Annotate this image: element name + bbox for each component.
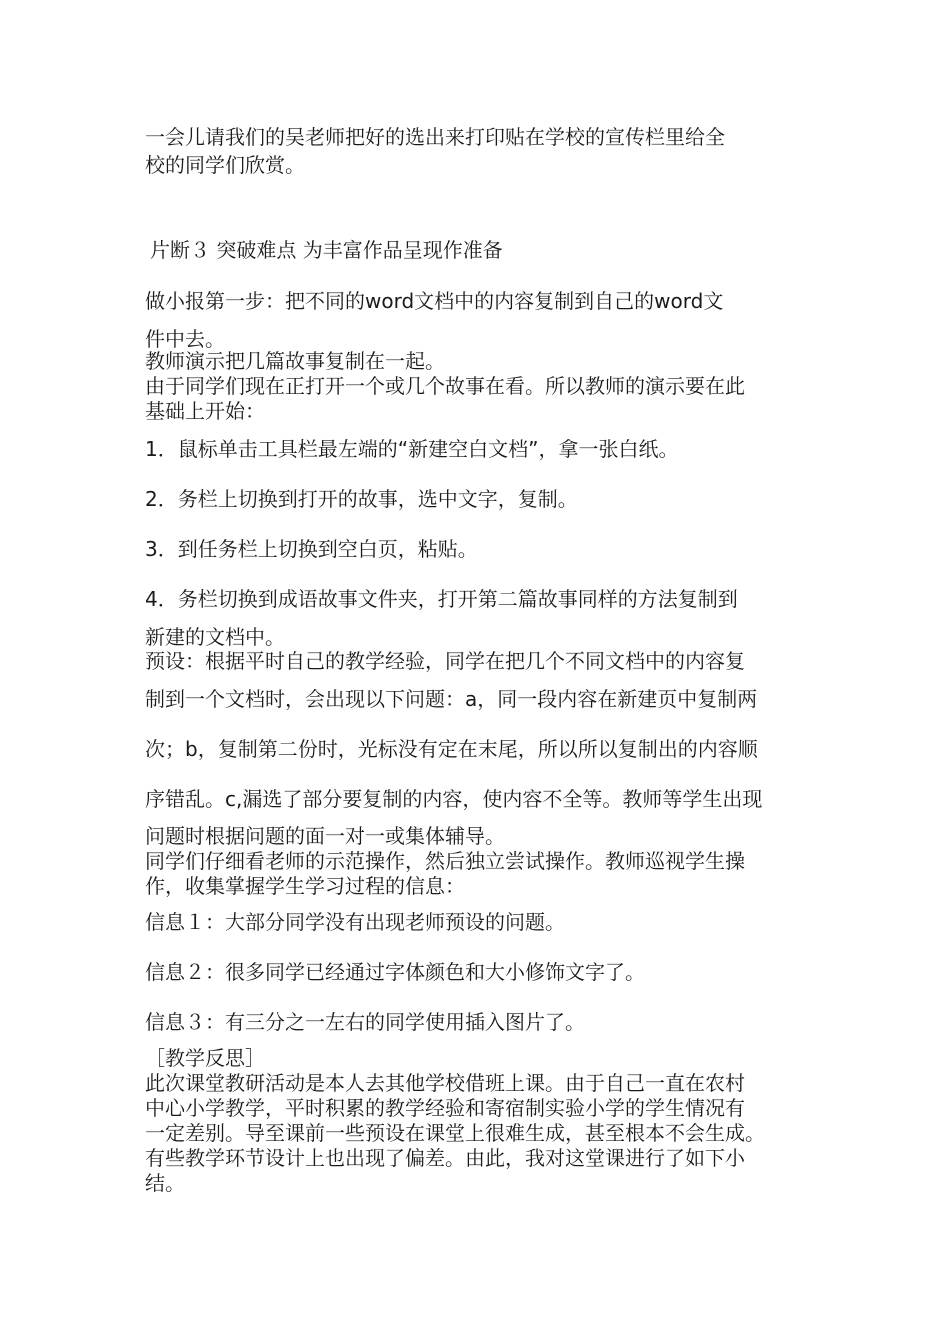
list-item: 1．鼠标单击工具栏最左端的“新建空白文档”，拿一张白纸。 <box>145 437 679 461</box>
paragraph-line: 同学们仔细看老师的示范操作，然后独立尝试操作。教师巡视学生操 <box>145 849 745 873</box>
list-item: 2．务栏上切换到打开的故事，选中文字，复制。 <box>145 487 578 511</box>
paragraph-line: 此次课堂教研活动是本人去其他学校借班上课。由于自己一直在农村 <box>145 1071 745 1095</box>
paragraph-line: 基础上开始： <box>145 399 265 423</box>
info-line: 信息３：有三分之一左右的同学使用插入图片了。 <box>145 1010 585 1034</box>
paragraph-line: 一会儿请我们的吴老师把好的选出来打印贴在学校的宣传栏里给全 <box>145 125 725 149</box>
paragraph-line: 教师演示把几篇故事复制在一起。 <box>145 349 445 373</box>
list-item-continuation: 新建的文档中。 <box>145 625 285 649</box>
paragraph-line: 作，收集掌握学生学习过程的信息： <box>145 874 465 898</box>
paragraph-line: 预设：根据平时自己的教学经验，同学在把几个不同文档中的内容复 <box>145 649 745 673</box>
info-line: 信息１：大部分同学没有出现老师预设的问题。 <box>145 910 565 934</box>
section-heading: 片断３ 突破难点 为丰富作品呈现作准备 <box>150 238 503 262</box>
paragraph-line: 结。 <box>145 1171 185 1195</box>
paragraph-line: 件中去。 <box>145 327 225 351</box>
paragraph-line: 校的同学们欣赏。 <box>145 153 305 177</box>
paragraph-line: 制到一个文档时，会出现以下问题：a，同一段内容在新建页中复制两 <box>145 687 758 711</box>
paragraph-line: 中心小学教学，平时积累的教学经验和寄宿制实验小学的学生情况有 <box>145 1096 745 1120</box>
paragraph-line: 问题时根据问题的面一对一或集体辅导。 <box>145 824 505 848</box>
paragraph-line: 一定差别。导至课前一些预设在课堂上很难生成，甚至根本不会生成。 <box>145 1121 765 1145</box>
reflection-title: ［教学反思］ <box>145 1046 265 1070</box>
list-item: 4．务栏切换到成语故事文件夹，打开第二篇故事同样的方法复制到 <box>145 587 738 611</box>
paragraph-line: 次；b，复制第二份时，光标没有定在末尾，所以所以复制出的内容顺 <box>145 737 758 761</box>
paragraph-line: 由于同学们现在正打开一个或几个故事在看。所以教师的演示要在此 <box>145 374 745 398</box>
paragraph-line: 做小报第一步：把不同的word文档中的内容复制到自己的word文 <box>145 289 724 313</box>
list-item: 3．到任务栏上切换到空白页，粘贴。 <box>145 537 478 561</box>
info-line: 信息２：很多同学已经通过字体颜色和大小修饰文字了。 <box>145 960 645 984</box>
paragraph-line: 序错乱。c,漏选了部分要复制的内容，使内容不全等。教师等学生出现 <box>145 787 763 811</box>
paragraph-line: 有些教学环节设计上也出现了偏差。由此，我对这堂课进行了如下小 <box>145 1146 745 1170</box>
